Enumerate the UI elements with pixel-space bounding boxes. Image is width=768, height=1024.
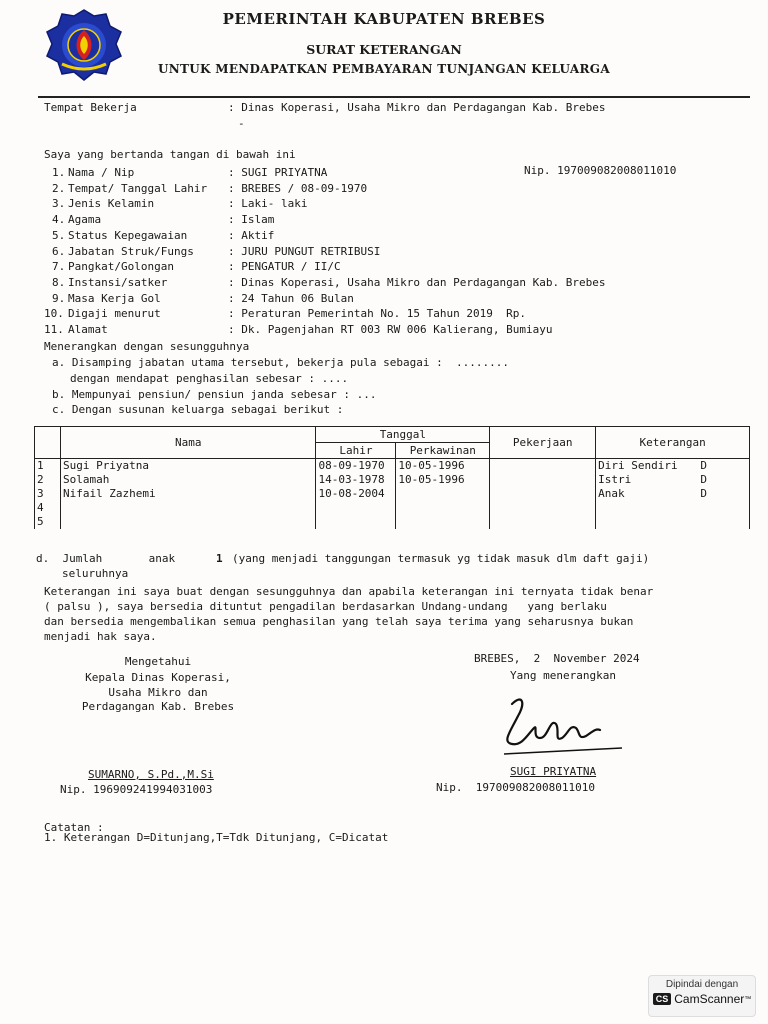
row-number: 1 [35,459,61,474]
row-occupation [490,501,596,515]
left-sign-nip: Nip. 196909241994031003 [60,783,213,796]
row-remark-code: D [700,487,707,500]
intro-text: Saya yang bertanda tangan di bawah ini [44,148,296,161]
field-number: 11. [44,323,64,336]
field-value: : JURU PUNGUT RETRIBUSI [228,244,381,258]
row-occupation [490,473,596,487]
statement-line-1: Keterangan ini saya buat dengan sesungguhnya dan apabila keterangan ini ternyata tidak benar [44,585,654,598]
item-d-label: d. Jumlah anak [36,552,176,565]
row-occupation [490,459,596,474]
declare-text: Menerangkan dengan sesungguhnya [44,340,250,353]
table-row [35,501,750,515]
row-remark-code: D [700,473,707,486]
right-sign-name: SUGI PRIYATNA [510,765,597,778]
row-remark [596,473,750,487]
field-value: : Aktif [228,228,275,242]
col-tanggal: Tanggal [316,427,490,443]
row-number: 3 [35,487,61,501]
left-sign-l4: Perdagangan Kab. Brebes [81,700,235,713]
left-sign-l3: Usaha Mikro dan [108,686,208,699]
row-number: 2 [35,473,61,487]
camscanner-caption: Dipindai dengan [665,979,739,990]
left-sign-l2: Kepala Dinas Koperasi, [85,671,231,684]
notes-title: Catatan : [44,821,104,834]
row-name: Sugi Priyatna [60,459,316,474]
header-divider [38,96,750,98]
document-subtitle: SURAT KETERANGAN [306,42,462,57]
field-value: : PENGATUR / II/C [228,260,341,274]
row-name: Solamah [60,473,316,487]
row-marriage-date: 10-05-1996 [396,459,490,474]
row-marriage-date: 10-05-1996 [396,473,490,487]
nip-right: Nip. 197009082008011010 [524,164,677,177]
item-d-count: 1 [216,552,223,565]
camscanner-tm: ™ [744,995,752,1003]
field-number: 4. [52,213,66,227]
row-number: 4 [35,501,61,515]
field-number: 3. [52,197,66,211]
row-remark-code: D [700,459,707,472]
field-label: Jenis Kelamin [68,197,155,211]
row-remark-text: Istri [598,473,632,486]
statement-line-2: ( palsu ), saya bersedia dituntut pengadilan berdasarkan Undang-undang yang berlaku [44,600,607,613]
field-label: Alamat [68,323,108,336]
left-sign-name: SUMARNO, S.Pd.,M.Si [88,768,214,781]
field-label: Instansi/satker [68,275,168,289]
field-label: Agama [68,213,102,227]
row-number: 5 [35,515,61,529]
row-remark-text: Anak [598,487,625,500]
field-number: 9. [52,291,66,305]
field-number: 8. [52,275,66,289]
field-value: : BREBES / 08-09-1970 [228,181,368,195]
workplace-value: : Dinas Koperasi, Usaha Mikro dan Perdagangan Kab. Brebes [228,101,606,114]
item-a-line1: a. Disamping jabatan utama tersebut, bekerja pula sebagai : ........ [52,356,509,369]
document-subtitle-2: UNTUK MENDAPATKAN PEMBAYARAN TUNJANGAN KELUARGA [158,62,610,76]
family-table [34,426,750,529]
row-remark [596,515,750,529]
field-number: 5. [52,228,66,242]
row-name: Nifail Zazhemi [60,487,316,501]
field-value: : Dk. Pagenjahan RT 003 RW 006 Kalierang, Bumiayu [228,323,553,336]
camscanner-logo-icon: CS [653,993,672,1005]
field-number: 7. [52,260,66,274]
col-pekerjaan: Pekerjaan [490,427,596,459]
workplace-dash: - [238,117,245,130]
row-birth-date [316,515,396,529]
col-no [35,427,61,459]
handwritten-signature [498,694,618,754]
field-label: Jabatan Struk/Fungs [68,244,194,258]
statement-line-4: menjadi hak saya. [44,630,157,643]
row-birth-date: 14-03-1978 [316,473,396,487]
field-value: : SUGI PRIYATNA [228,166,328,179]
col-perkawinan: Perkawinan [396,443,490,459]
row-occupation [490,515,596,529]
field-value: : Dinas Koperasi, Usaha Mikro dan Perdagangan Kab. Brebes [228,275,606,289]
col-nama: Nama [60,427,316,459]
row-marriage-date [396,501,490,515]
field-number: 10. [44,307,64,321]
row-occupation [490,487,596,501]
table-row [35,515,750,529]
col-keterangan: Keterangan [596,427,750,459]
notes-line-1: 1. Keterangan D=Ditunjang,T=Tdk Ditunjang, C=Dicatat [44,831,389,844]
camscanner-badge [648,975,756,1017]
row-name [60,515,316,529]
field-number: 2. [52,181,66,195]
row-marriage-date [396,487,490,501]
field-label: Digaji menurut [68,307,161,321]
row-marriage-date [396,515,490,529]
field-number: 6. [52,244,66,258]
camscanner-name: CamScanner [674,992,745,1006]
row-remark [596,459,750,474]
field-label: Nama / Nip [68,166,135,179]
table-row [35,487,750,501]
workplace-label: Tempat Bekerja [44,101,137,114]
row-birth-date: 10-08-2004 [316,487,396,501]
field-value: : Islam [228,213,275,227]
item-c: c. Dengan susunan keluarga sebagai berikut : [52,403,344,416]
field-label: Pangkat/Golongan [68,260,174,274]
col-lahir: Lahir [316,443,396,459]
item-a-line2: dengan mendapat penghasilan sebesar : .... [70,372,349,385]
right-sign-date: BREBES, 2 November 2024 [474,652,640,665]
field-label: Masa Kerja Gol [68,291,161,305]
right-sign-nip: Nip. 197009082008011010 [436,781,595,794]
row-name [60,501,316,515]
item-d-cont: seluruhnya [62,567,129,580]
field-value: : Peraturan Pemerintah No. 15 Tahun 2019 Rp. [228,307,527,321]
row-birth-date: 08-09-1970 [316,459,396,474]
item-d-text: (yang menjadi tanggungan termasuk yg tidak masuk dlm daft gaji) [232,552,650,565]
row-remark [596,487,750,501]
right-sign-l1: Yang menerangkan [510,669,616,682]
field-label: Status Kepegawaian [68,228,188,242]
document-title: PEMERINTAH KABUPATEN BREBES [222,10,546,28]
field-number: 1. [52,166,66,179]
field-label: Tempat/ Tanggal Lahir [68,181,208,195]
field-value: : Laki- laki [228,197,308,211]
statement-line-3: dan bersedia mengembalikan semua penghasilan yang telah saya terima yang seharusnya bukan [44,615,634,628]
row-remark [596,501,750,515]
table-row [35,473,750,487]
row-remark-text: Diri Sendiri [598,459,678,472]
row-birth-date [316,501,396,515]
left-sign-l1: Mengetahui [124,655,192,668]
field-value: : 24 Tahun 06 Bulan [228,291,354,305]
item-b: b. Mempunyai pensiun/ pensiun janda sebesar : ... [52,388,377,401]
table-row [35,459,750,474]
